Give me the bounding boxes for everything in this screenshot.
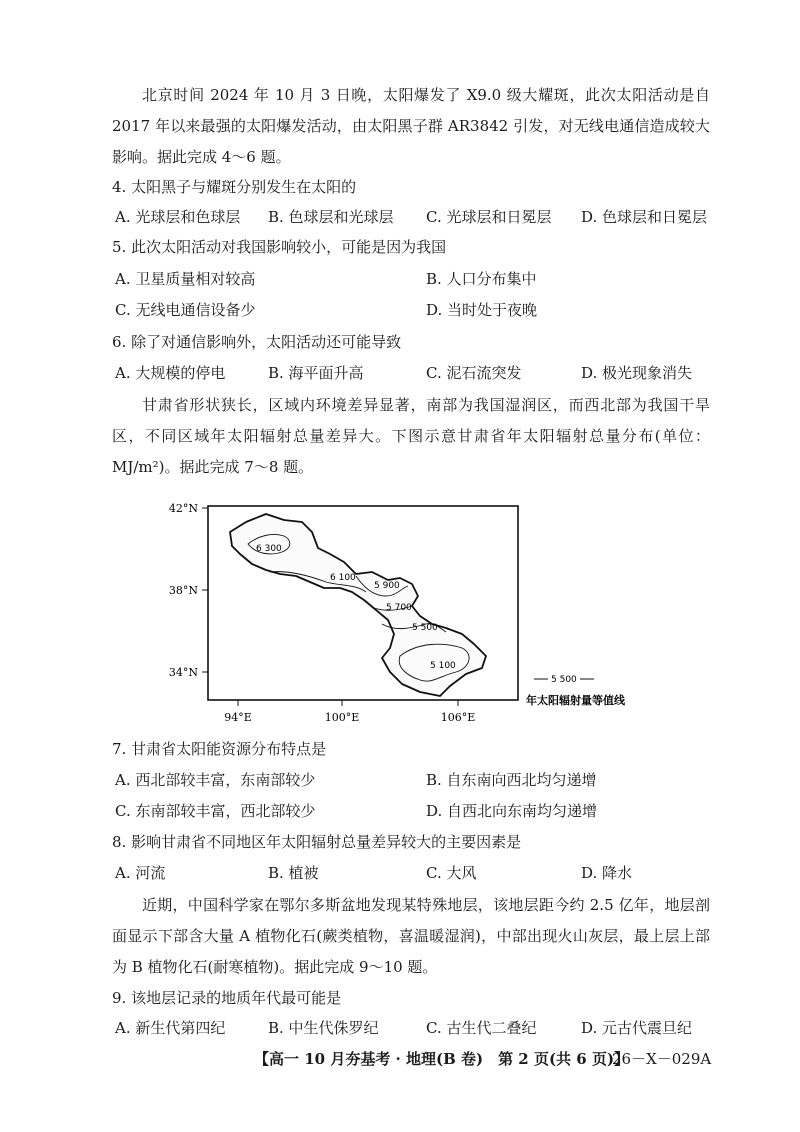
question-5-option-d[interactable]: D. 当时处于夜晚 — [426, 301, 538, 319]
question-9-option-c[interactable]: C. 古生代二叠纪 — [426, 1019, 537, 1037]
question-7-option-c[interactable]: C. 东南部较丰富，西北部较少 — [115, 802, 316, 820]
question-5-option-b[interactable]: B. 人口分布集中 — [426, 270, 537, 288]
question-7-option-d[interactable]: D. 自西北向东南均匀递增 — [426, 802, 598, 820]
question-8-option-d[interactable]: D. 降水 — [581, 864, 633, 882]
question-9-option-b[interactable]: B. 中生代侏罗纪 — [268, 1019, 379, 1037]
isoline-label-5500: 5 500 — [412, 623, 438, 633]
isoline-label-5100: 5 100 — [430, 661, 456, 671]
lat-label-34: 34°N — [168, 666, 198, 679]
passage-gansu: 甘肃省形状狭长，区域内环境差异显著，南部为我国湿润区，而西北部为我国干旱区，不同区域年太阳辐射总量差异大。下图示意甘肃省年太阳辐射总量分布(单位：MJ/m²)。据此完成 7～8 题。 — [112, 396, 710, 476]
question-6-option-c[interactable]: C. 泥石流突发 — [426, 364, 522, 382]
question-6-option-b[interactable]: B. 海平面升高 — [268, 364, 364, 382]
passage-solar-flare: 北京时间 2024 年 10 月 3 日晚，太阳爆发了 X9.0 级大耀斑，此次太阳活动是自 2017 年以来最强的太阳爆发活动，由太阳黑子群 AR3842 引发，对无线电通信造成较大影响。据此完成 4～6 题。 — [112, 86, 710, 166]
question-6-stem: 6. 除了对通信影响外，太阳活动还可能导致 — [112, 333, 402, 351]
lat-label-38: 38°N — [168, 584, 198, 597]
question-4-option-d[interactable]: D. 色球层和日冕层 — [581, 208, 708, 226]
question-9-stem: 9. 该地层记录的地质年代最可能是 — [112, 989, 342, 1007]
question-4-option-a[interactable]: A. 光球层和色球层 — [115, 208, 241, 226]
legend-sample-value: 5 500 — [551, 675, 577, 685]
legend-text: 年太阳辐射量等值线 — [526, 694, 625, 707]
question-9-option-a[interactable]: A. 新生代第四纪 — [115, 1019, 226, 1037]
question-6-option-a[interactable]: A. 大规模的停电 — [115, 364, 226, 382]
map-svg — [150, 492, 710, 732]
isoline-label-6100: 6 100 — [330, 573, 356, 583]
page-footer-code: 26－X－029A — [612, 1050, 712, 1068]
lon-label-106: 106°E — [440, 711, 476, 724]
isoline-label-5700: 5 700 — [386, 603, 412, 613]
question-4-option-c[interactable]: C. 光球层和日冕层 — [426, 208, 552, 226]
question-7-stem: 7. 甘肃省太阳能资源分布特点是 — [112, 740, 327, 758]
question-8-option-a[interactable]: A. 河流 — [115, 864, 166, 882]
lat-label-42: 42°N — [168, 502, 198, 515]
question-7-option-b[interactable]: B. 自东南向西北均匀递增 — [426, 771, 597, 789]
question-4-option-b[interactable]: B. 色球层和光球层 — [268, 208, 394, 226]
passage-ordos-strata: 近期，中国科学家在鄂尔多斯盆地发现某特殊地层，该地层距今约 2.5 亿年，地层剖面显示下部含大量 A 植物化石(蕨类植物，喜温暖湿润)，中部出现火山灰层，最上层上部为 B 植物化石(耐寒植物)。据此完成 9～10 题。 — [112, 896, 710, 976]
question-6-option-d[interactable]: D. 极光现象消失 — [581, 364, 693, 382]
question-5-option-c[interactable]: C. 无线电通信设备少 — [115, 301, 256, 319]
question-5-stem: 5. 此次太阳活动对我国影响较小，可能是因为我国 — [112, 238, 447, 256]
question-8-option-b[interactable]: B. 植被 — [268, 864, 319, 882]
gansu-radiation-map — [150, 492, 710, 732]
page-footer-title: 【高一 10 月夯基考 · 地理(B 卷) 第 2 页(共 6 页)】 — [254, 1050, 630, 1068]
isoline-label-5900: 5 900 — [374, 581, 400, 591]
question-8-option-c[interactable]: C. 大风 — [426, 864, 477, 882]
isoline-label-6300: 6 300 — [256, 544, 282, 554]
lon-label-94: 94°E — [224, 711, 252, 724]
question-7-option-a[interactable]: A. 西北部较丰富，东南部较少 — [115, 771, 316, 789]
question-8-stem: 8. 影响甘肃省不同地区年太阳辐射总量差异较大的主要因素是 — [112, 833, 522, 851]
question-9-option-d[interactable]: D. 元古代震旦纪 — [581, 1019, 693, 1037]
question-4-stem: 4. 太阳黑子与耀斑分别发生在太阳的 — [112, 178, 357, 196]
question-5-option-a[interactable]: A. 卫星质量相对较高 — [115, 270, 256, 288]
lon-label-100: 100°E — [324, 711, 360, 724]
